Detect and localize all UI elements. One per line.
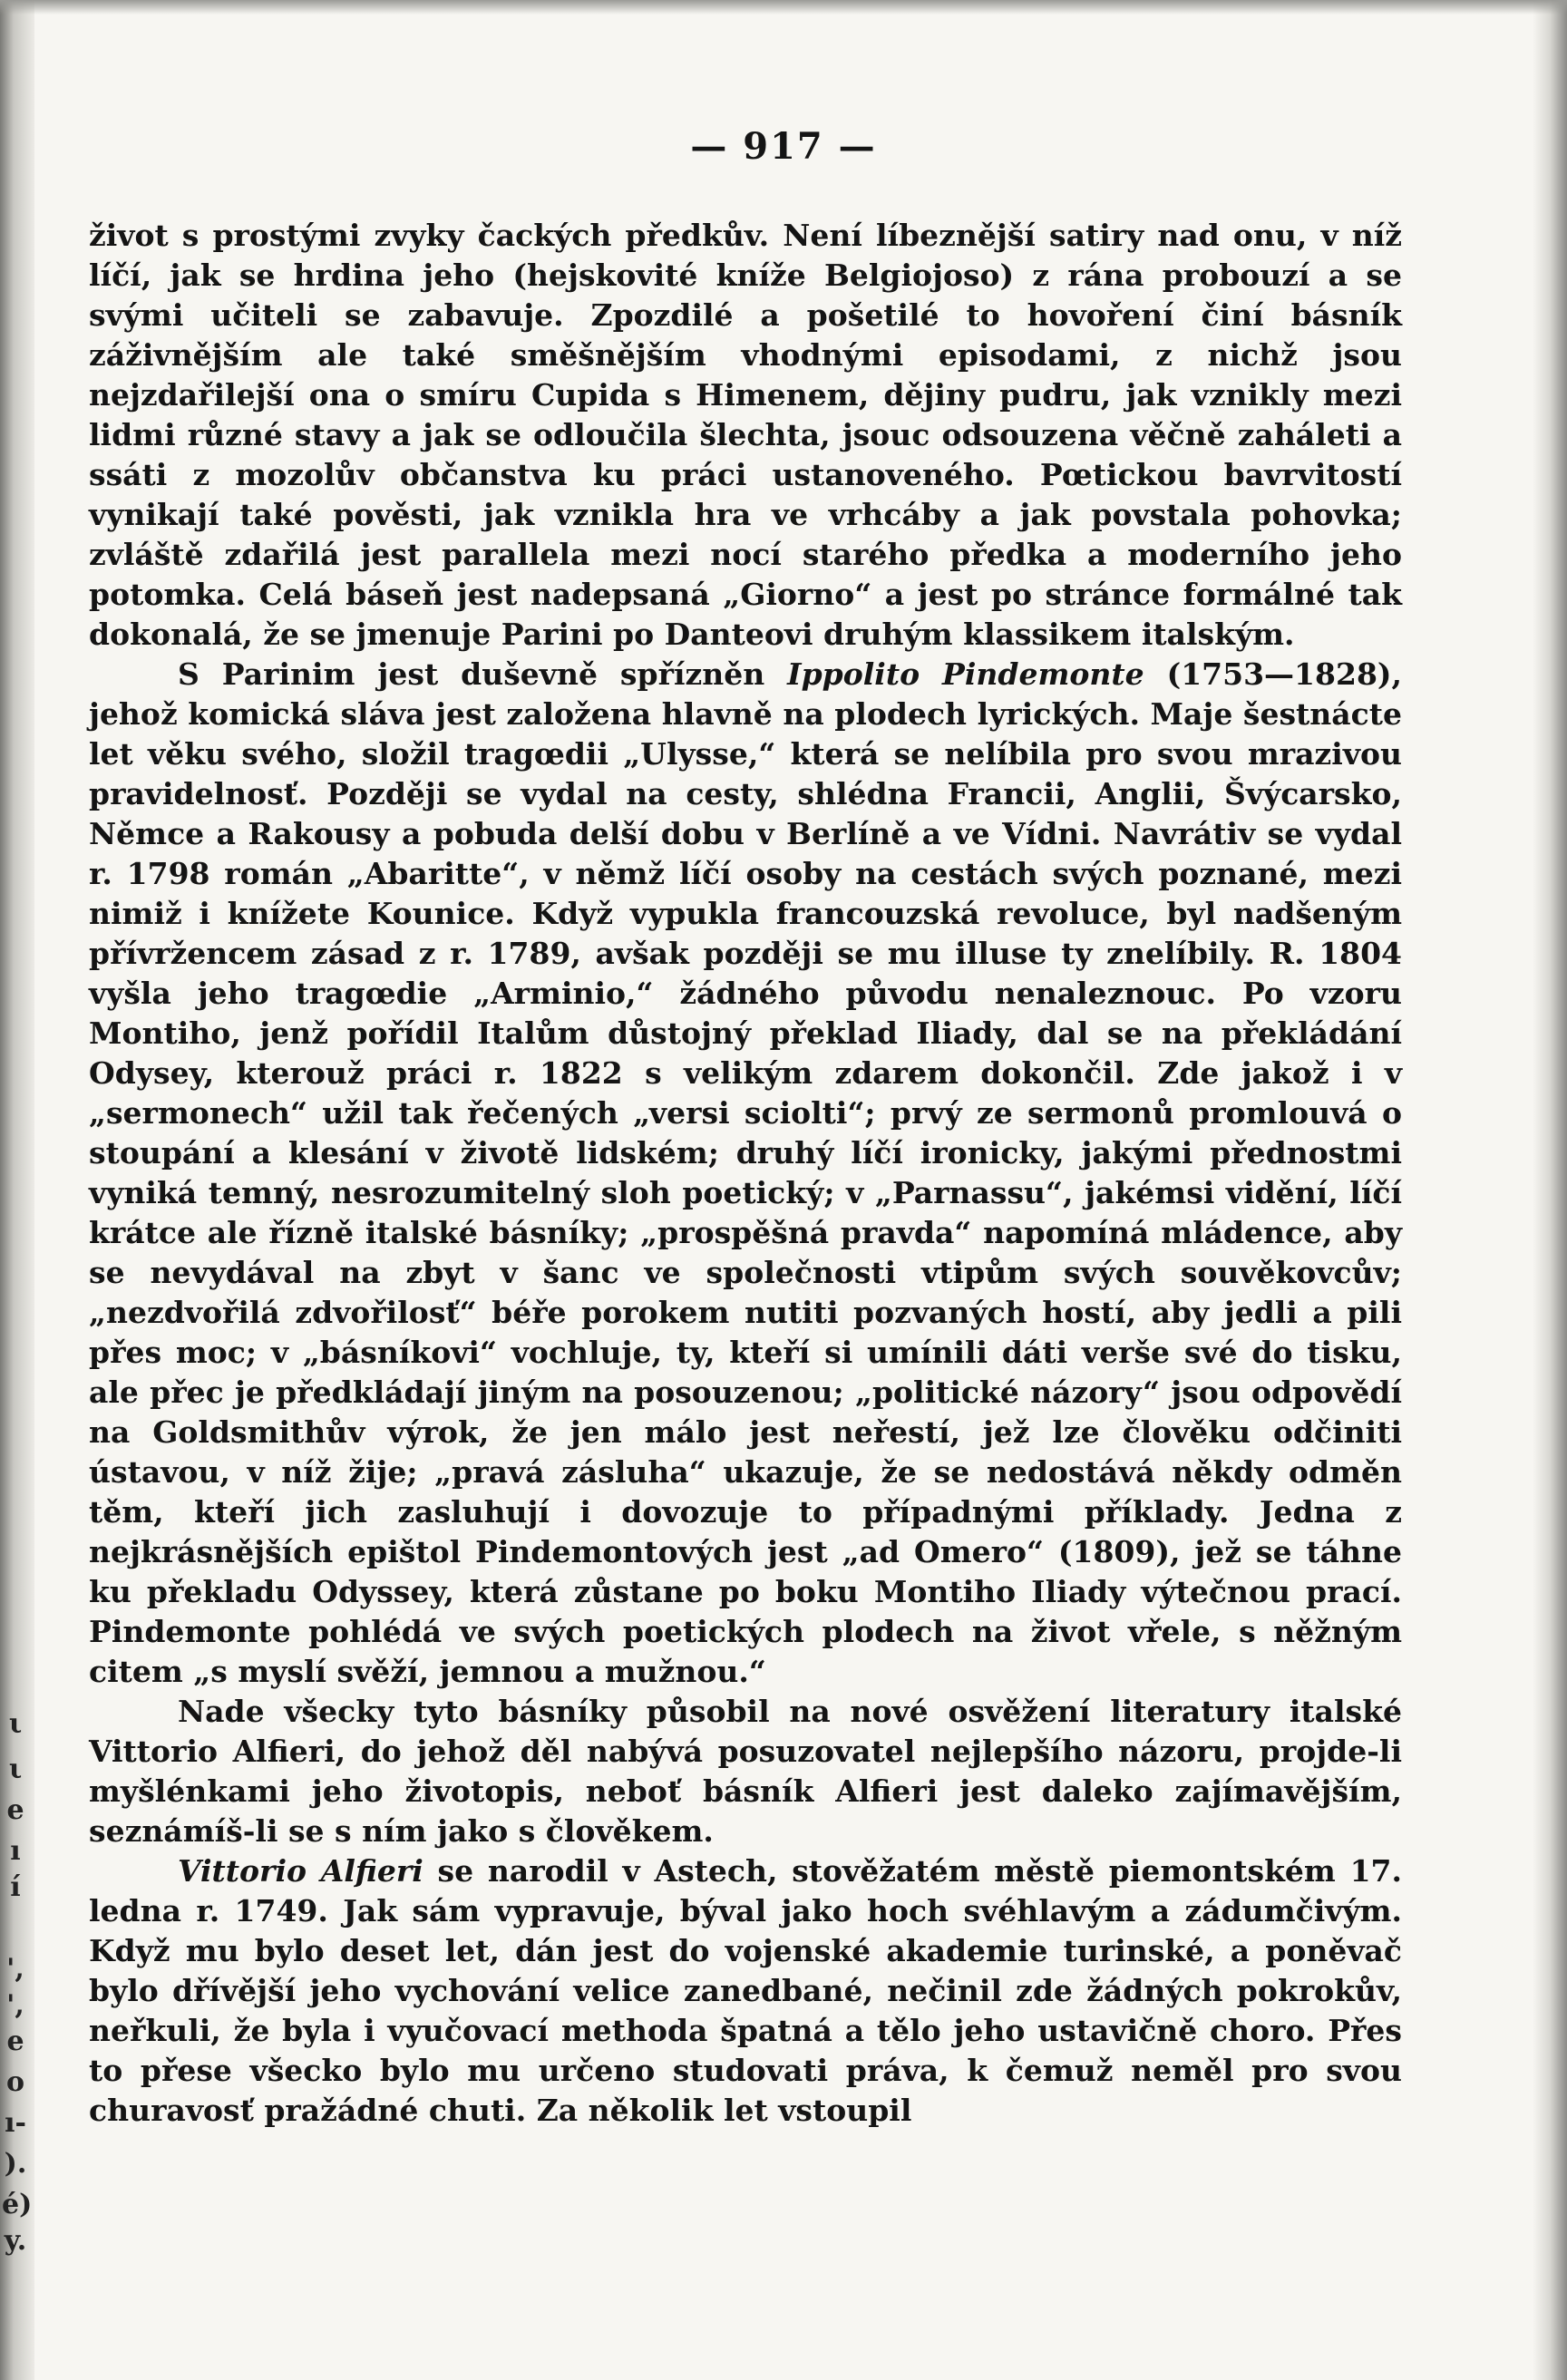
person-name: Vittorio Alfieri [178,1853,423,1889]
right-page-edge [1533,0,1567,2380]
person-name: Ippolito Pindemonte [787,656,1144,692]
margin-fragment: ι [8,1753,23,1785]
paragraph [89,1851,1402,2131]
paragraph: Nade všecky tyto básníky působil na nové osvěžení literatury italské Vittorio Alfieri, do jehož děl nabývá posuzovatel nejlepšího názoru, projde-li myšlénkami jeho životopis, neboť básník Alfieri jest daleko zajímavějším, seznámíš-li se s ním jako s člověkem. [89,1694,1402,1849]
margin-fragment: ı- [5,2107,26,2139]
margin-fragment: ', [6,1989,24,2021]
paragraph-text: S Parinim jest duševně spřízněn [178,656,788,692]
margin-fragment: í [10,1871,21,1903]
margin-fragment: e [6,1794,24,1826]
margin-fragment: o [5,2066,24,2098]
margin-fragment: é) [2,2189,33,2220]
margin-fragment: ι [8,1708,23,1740]
margin-fragment: y. [4,2225,27,2257]
paragraph [89,655,1402,1692]
margin-fragment: ı [10,1835,21,1867]
margin-fragment: e [6,2025,24,2057]
body-text [89,216,1402,2131]
paragraph: život s prostými zvyky čackých předkův. Není líbeznější satiry nad onu, v níž líčí, jak se hrdina jeho (hejskovité kníže Belgiojoso) z rána probouzí a se svými učiteli se zabavuje. Zpozdilé a pošetilé to hovoření činí básník záživnějším ale také směšnějším vhodnými episodami, z nichž jsou nejzdařilejší ona o smíru Cupida s Himenem, dějiny pudru, jak vznikly mezi lidmi různé stavy a jak se odloučila šlechta, jsouc odsouzena věčně zaháleti a ssáti z mozolův občanstva ku práci ustanoveného. Pœtickou bavrvitostí vynikají také pověsti, jak vznikla hra ve vrhcáby a jak povstala pohovka; zvláště zdařilá jest parallela mezi nocí starého předka a moderního jeho potomka. Celá báseň jest nadepsaná „Giorno“ a jest po stránce formálné tak dokonalá, že se jmenuje Parini po Danteovi druhým klassikem italským. [89,218,1402,652]
paragraph-text: se narodil v Astech, stověžatém městě piemontském 17. ledna r. 1749. Jak sám vypravuje, býval jako hoch svéhlavým a zádumčivým. Když mu bylo deset let, dán jest do vojenské akademie turinské, a poněvač bylo dřívější jeho vychování velice zanedbané, nečinil zde žádných pokrokův, neřkuli, že byla i vyučovací methoda špatná a tělo jeho ustavičně choro. Přes to přese všecko bylo mu určeno studovati práva, k čemuž neměl pro svou churavosť pražádné chuti. Za několik let vstoupil [89,1853,1403,2128]
top-page-shadow [0,0,1567,15]
margin-fragment: ', [6,1953,24,1985]
margin-fragment: ). [4,2148,27,2180]
paragraph-text: (1753—1828), jehož komická sláva jest založena hlavně na plodech lyrických. Maje šestnácte let věku svého, složil tragœdii „Ulysse,“ která se nelíbila pro svou mrazivou pravidelnosť. Později se vydal na cesty, shlédna Francii, Anglii, Švýcarsko, Němce a Rakousy a pobuda delší dobu v Berlíně a ve Vídni. Navrátiv se vydal r. 1798 román „Abaritte“, v němž líčí osoby na cestách svých poznané, mezi nimiž i knížete Kounice. Když vypukla francouzská revoluce, byl nadšeným přívržencem zásad z r. 1789, avšak později se mu illuse ty znelíbily. R. 1804 vyšla jeho tragœdie „Arminio,“ žádného původu nenaleznouc. Po vzoru Montiho, jenž pořídil Italům důstojný překlad Iliady, dal se na překládání Odysey, kterouž práci r. 1822 s velikým zdarem dokončil. Zde jakož i v „sermonech“ užil tak řečených „versi sciolti“; prvý ze sermonů promlouvá o stoupání a klesání v životě lidském; druhý líčí ironicky, jakými přednostmi vyniká temný, nesrozumitelný sloh poetický; v „Parnassu“, jakémsi vidění, líčí krátce ale řízně italské básníky; „prospěšná pravda“ napomíná mládence, aby se nevydával na zbyt v šanc ve společnosti vtipům svých souvěkovcův; „nezdvořilá zdvořilosť“ béře porokem nutiti pozvaných hostí, aby jedli a pili přes moc; v „básníkovi“ vochluje, ty, kteří si umínili dáti verše své do tisku, ale přec je předkládají jiným na posouzenou; „politické názory“ jsou odpovědí na Goldsmithův výrok, že jen málo jest neřestí, jež lze člověku odčiniti ústavou, v níž žije; „pravá zásluha“ ukazuje, že se nedostává někdy odměn těm, kteří jich zasluhují i dovozuje to případnými příklady. Jedna z nejkrásnějších epištol Pindemontových jest „ad Omero“ (1809), jež se táhne ku překladu Odyssey, která zůstane po boku Montiho Iliady výtečnou prací. Pindemonte pohlédá ve svých poetických plodech na život vřele, s něžným citem „s myslí svěží, jemnou a mužnou.“ [89,656,1403,1689]
left-page-edge [0,0,34,2380]
page-number: — 917 — [690,125,877,168]
